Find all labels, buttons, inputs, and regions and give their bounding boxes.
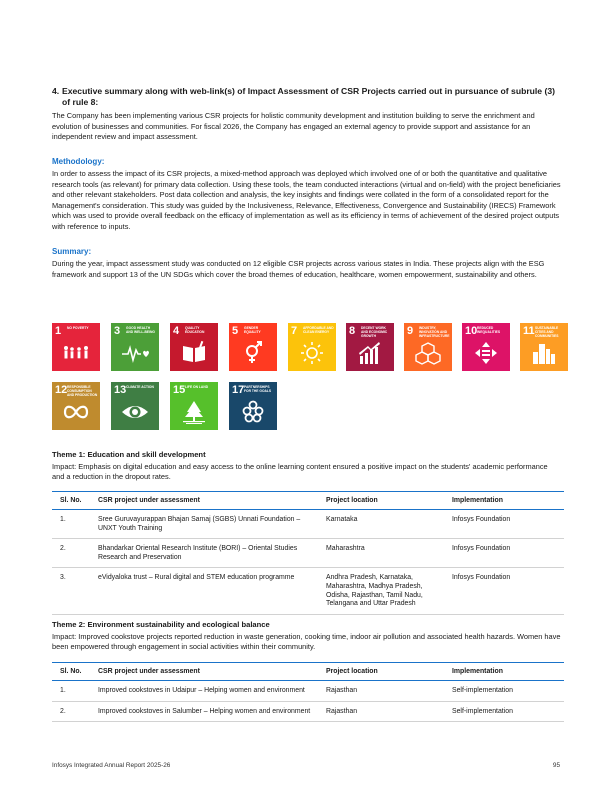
equality-icon bbox=[472, 340, 500, 366]
cell-location: Rajasthan bbox=[322, 701, 448, 722]
sdg-label: INDUSTRY, INNOVATION AND INFRASTRUCTURE bbox=[419, 326, 450, 338]
header-project: CSR project under assessment bbox=[94, 663, 322, 681]
section-heading bbox=[52, 86, 562, 108]
sdg-number: 8 bbox=[349, 325, 356, 337]
sdg-tile-8 bbox=[346, 323, 394, 371]
cell-implementation: Self-implementation bbox=[448, 701, 564, 722]
sdg-number: 17 bbox=[232, 384, 245, 396]
summary-heading: Summary: bbox=[52, 247, 92, 256]
cell-sl-no: 2. bbox=[52, 701, 94, 722]
sun-power-icon bbox=[298, 340, 326, 366]
sdg-label: DECENT WORK AND ECONOMIC GROWTH bbox=[361, 326, 388, 338]
header-implementation: Implementation bbox=[448, 492, 564, 510]
cell-sl-no: 3. bbox=[52, 568, 94, 614]
sdg-tile-5 bbox=[229, 323, 277, 371]
cell-implementation: Infosys Foundation bbox=[448, 510, 564, 539]
sdg-number: 7 bbox=[291, 325, 298, 337]
theme1-impact: Impact: Emphasis on digital education and easy access to the online learning content ensured a positive impact on the students' academic performance and a reduction in the dropout rates. bbox=[52, 462, 548, 482]
sdg-number: 9 bbox=[407, 325, 414, 337]
city-icon bbox=[530, 340, 558, 366]
theme2-impact: Impact: Improved cookstove projects reported reduction in waste generation, cooking time, indoor air pollution and associated health hazards. Women have been empowered through engagement in social activities within their community. bbox=[52, 632, 561, 652]
growth-chart-icon bbox=[356, 340, 384, 366]
sdg-tile-9 bbox=[404, 323, 452, 371]
sdg-label: GENDER EQUALITY bbox=[244, 326, 261, 334]
cell-sl-no: 1. bbox=[52, 681, 94, 702]
heartbeat-icon bbox=[121, 340, 149, 366]
sdg-label: NO POVERTY bbox=[67, 326, 89, 330]
cell-sl-no: 1. bbox=[52, 510, 94, 539]
gender-icon bbox=[239, 340, 267, 366]
cell-project: Sree Guruvayurappan Bhajan Samaj (SGBS) Unnati Foundation – UNXT Youth Training bbox=[94, 510, 322, 539]
cell-implementation: Self-implementation bbox=[448, 681, 564, 702]
sdg-tile-1 bbox=[52, 323, 100, 371]
header-sl-no: Sl. No. bbox=[52, 492, 94, 510]
book-icon bbox=[180, 340, 208, 366]
sdg-number: 5 bbox=[232, 325, 239, 337]
methodology-text: In order to assess the impact of its CSR projects, a mixed-method approach was deployed which involved one of or both the quantitative and qualitative research tools (as relevant) for primary data collection. Using these tools, the team conducted interactions (virtual and on-field) with the project beneficiaries and other relevant stakeholders. Post data collection and analysis, the key insights and findings were collated in the form of a consolidated report for the Management's consideration. This study was guided by the Inclusiveness, Relevance, Effectiveness, Convergence and Sustainability (IRECS) Framework which was used to provide overall feedback on the efficacy of implementation as well as its efficiency in terms of achievement of the desired project outputs with reference to inputs. bbox=[52, 169, 561, 231]
sdg-label: AFFORDABLE AND CLEAN ENERGY bbox=[303, 326, 334, 334]
summary-text: During the year, impact assessment study was conducted on 12 eligible CSR projects across various states in India. These projects align with the ESG framework and support 13 of the UN SDGs which cover the broad themes of education, healthcare, women empowerment, sustainability and others. bbox=[52, 259, 545, 279]
sdg-label: GOOD HEALTH AND WELL-BEING bbox=[126, 326, 155, 334]
cell-sl-no: 2. bbox=[52, 539, 94, 568]
sdg-tile-3 bbox=[111, 323, 159, 371]
table-header-row bbox=[52, 663, 564, 681]
section-number: 4. bbox=[52, 86, 60, 96]
header-project: CSR project under assessment bbox=[94, 492, 322, 510]
rings-icon bbox=[239, 399, 267, 425]
methodology-heading: Methodology: bbox=[52, 157, 105, 166]
theme1-table bbox=[52, 491, 564, 615]
sdg-tile-4 bbox=[170, 323, 218, 371]
header-location: Project location bbox=[322, 663, 448, 681]
cell-implementation: Infosys Foundation bbox=[448, 568, 564, 614]
cell-project: Improved cookstoves in Udaipur – Helping women and environment bbox=[94, 681, 322, 702]
sdg-label: PARTNERSHIPS FOR THE GOALS bbox=[244, 385, 272, 393]
sdg-label: SUSTAINABLE CITIES AND COMMUNITIES bbox=[535, 326, 559, 338]
page-number: 95 bbox=[552, 762, 560, 769]
sdg-label: CLIMATE ACTION bbox=[126, 385, 154, 389]
sdg-label: LIFE ON LAND bbox=[185, 385, 209, 389]
sdg-number: 15 bbox=[173, 384, 186, 396]
infinity-icon bbox=[62, 399, 90, 425]
tree-icon bbox=[180, 399, 208, 425]
table-row bbox=[52, 510, 564, 539]
section-title: Executive summary along with web-link(s) of Impact Assessment of CSR Projects carried out in pursuance of subrule (3) of rule 8: bbox=[62, 86, 555, 107]
cell-location: Karnataka bbox=[322, 510, 448, 539]
cell-location: Andhra Pradesh, Karnataka, Maharashtra, Madhya Pradesh, Odisha, Rajasthan, Tamil Nadu, Telangana and Uttar Pradesh bbox=[322, 568, 448, 614]
cell-implementation: Infosys Foundation bbox=[448, 539, 564, 568]
sdg-number: 12 bbox=[55, 384, 68, 396]
theme2-table bbox=[52, 662, 564, 722]
sdg-tile-12 bbox=[52, 382, 100, 430]
family-icon bbox=[62, 340, 90, 366]
sdg-tile-7 bbox=[288, 323, 336, 371]
sdg-tile-11 bbox=[520, 323, 568, 371]
theme2-title: Theme 2: Environment sustainability and ecological balance bbox=[52, 620, 270, 629]
table-row bbox=[52, 701, 564, 722]
sdg-number: 3 bbox=[114, 325, 121, 337]
sdg-label: QUALITY EDUCATION bbox=[185, 326, 205, 334]
table-row bbox=[52, 681, 564, 702]
sdg-number: 13 bbox=[114, 384, 127, 396]
table-header-row bbox=[52, 492, 564, 510]
cubes-icon bbox=[414, 340, 442, 366]
sdg-number: 1 bbox=[55, 325, 62, 337]
table-row bbox=[52, 568, 564, 614]
sdg-tile-17 bbox=[229, 382, 277, 430]
header-implementation: Implementation bbox=[448, 663, 564, 681]
cell-project: eVidyaloka trust – Rural digital and STEM education programme bbox=[94, 568, 322, 614]
cell-project: Bhandarkar Oriental Research Institute (BORI) – Oriental Studies Research and Preservation bbox=[94, 539, 322, 568]
sdg-label: REDUCED INEQUALITIES bbox=[477, 326, 501, 334]
theme1-title: Theme 1: Education and skill development bbox=[52, 450, 206, 459]
cell-project: Improved cookstoves in Salumber – Helping women and environment bbox=[94, 701, 322, 722]
sdg-tile-10 bbox=[462, 323, 510, 371]
table-row bbox=[52, 539, 564, 568]
section-intro: The Company has been implementing various CSR projects for holistic community development and institution building to serve the enrichment and evolution of businesses and communities. For fiscal 2026, the Company has engaged an external agency to provide support and assistance for an independent review and impact assessment. bbox=[52, 111, 535, 142]
earth-eye-icon bbox=[121, 399, 149, 425]
footer-report-title: Infosys Integrated Annual Report 2025-26 bbox=[52, 762, 171, 769]
header-sl-no: Sl. No. bbox=[52, 663, 94, 681]
header-location: Project location bbox=[322, 492, 448, 510]
sdg-tile-15 bbox=[170, 382, 218, 430]
sdg-number: 4 bbox=[173, 325, 180, 337]
cell-location: Maharashtra bbox=[322, 539, 448, 568]
sdg-tile-13 bbox=[111, 382, 159, 430]
sdg-number: 11 bbox=[523, 325, 535, 337]
sdg-label: RESPONSIBLE CONSUMPTION AND PRODUCTION bbox=[67, 385, 98, 397]
cell-location: Rajasthan bbox=[322, 681, 448, 702]
sdg-number: 10 bbox=[465, 325, 478, 337]
